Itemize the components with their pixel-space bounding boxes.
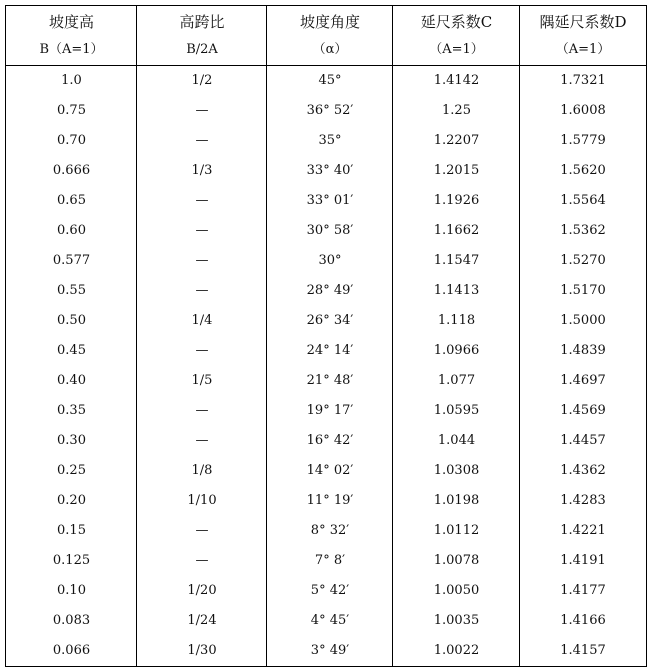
table-row xyxy=(6,486,646,516)
cell-coef-d: 1.4283 xyxy=(560,493,606,508)
slope-coefficient-table xyxy=(5,5,647,667)
cell-slope-angle: 7° 8′ xyxy=(314,553,346,568)
cell-slope-height: 0.70 xyxy=(57,133,86,148)
cell-slope-height: 0.577 xyxy=(52,253,91,268)
cell-slope-angle: 35° xyxy=(318,133,342,148)
cell-height-span-ratio: — xyxy=(195,253,209,268)
cell-coef-d: 1.6008 xyxy=(560,103,606,118)
header-extension-coef-c xyxy=(393,6,520,65)
table-row xyxy=(6,426,646,456)
cell-slope-angle: 16° 42′ xyxy=(306,433,354,448)
cell-slope-angle: 24° 14′ xyxy=(306,343,354,358)
cell-slope-angle: 5° 42′ xyxy=(310,583,350,598)
table-row xyxy=(6,636,646,666)
header-hip-extension-coef-d-sub: （A=1） xyxy=(555,42,611,57)
header-slope-angle-title: 坡度角度 xyxy=(299,13,360,31)
cell-coef-c: 1.118 xyxy=(437,313,476,328)
cell-slope-height: 0.666 xyxy=(52,163,91,178)
cell-coef-d: 1.4221 xyxy=(560,523,606,538)
cell-height-span-ratio: — xyxy=(195,523,209,538)
cell-slope-height: 0.066 xyxy=(52,643,91,658)
cell-coef-c: 1.0112 xyxy=(433,523,480,538)
cell-height-span-ratio: — xyxy=(195,283,209,298)
cell-coef-c: 1.4142 xyxy=(433,73,480,88)
header-slope-angle-sub: （α） xyxy=(312,42,348,57)
header-hip-extension-coef-d-title: 隅延尺系数D xyxy=(539,13,627,31)
cell-coef-c: 1.0050 xyxy=(433,583,480,598)
cell-slope-height: 0.125 xyxy=(52,553,91,568)
cell-slope-height: 0.15 xyxy=(57,523,86,538)
cell-slope-angle: 30° 58′ xyxy=(306,223,354,238)
cell-slope-angle: 33° 40′ xyxy=(306,163,354,178)
cell-slope-angle: 21° 48′ xyxy=(306,373,354,388)
table-row xyxy=(6,96,646,126)
table-row xyxy=(6,126,646,156)
table-row xyxy=(6,456,646,486)
cell-slope-angle: 4° 45′ xyxy=(310,613,350,628)
cell-coef-c: 1.0595 xyxy=(433,403,480,418)
table-row xyxy=(6,576,646,606)
cell-coef-c: 1.0035 xyxy=(433,613,480,628)
cell-coef-d: 1.5000 xyxy=(560,313,606,328)
cell-coef-c: 1.1413 xyxy=(433,283,480,298)
cell-height-span-ratio: — xyxy=(195,193,209,208)
cell-slope-angle: 28° 49′ xyxy=(306,283,354,298)
cell-coef-c: 1.1662 xyxy=(433,223,480,238)
table-row xyxy=(6,186,646,216)
cell-coef-c: 1.25 xyxy=(442,103,471,118)
cell-coef-d: 1.4157 xyxy=(560,643,606,658)
cell-height-span-ratio: — xyxy=(195,343,209,358)
header-slope-height-sub: B（A=1） xyxy=(39,42,104,57)
cell-height-span-ratio: 1/10 xyxy=(187,493,217,508)
cell-coef-c: 1.1926 xyxy=(433,193,480,208)
header-hip-extension-coef-d xyxy=(520,6,646,65)
cell-slope-angle: 19° 17′ xyxy=(306,403,354,418)
table-row xyxy=(6,516,646,546)
cell-coef-d: 1.4457 xyxy=(560,433,606,448)
cell-coef-d: 1.5620 xyxy=(560,163,606,178)
cell-coef-c: 1.044 xyxy=(437,433,476,448)
cell-slope-angle: 33° 01′ xyxy=(306,193,354,208)
cell-coef-c: 1.2015 xyxy=(433,163,480,178)
cell-slope-height: 0.30 xyxy=(57,433,86,448)
cell-coef-d: 1.4191 xyxy=(560,553,606,568)
cell-height-span-ratio: 1/3 xyxy=(191,163,213,178)
cell-height-span-ratio: 1/20 xyxy=(187,583,217,598)
cell-coef-c: 1.077 xyxy=(437,373,476,388)
table-row xyxy=(6,276,646,306)
cell-height-span-ratio: — xyxy=(195,133,209,148)
cell-slope-angle: 26° 34′ xyxy=(306,313,354,328)
header-height-span-ratio-title: 高跨比 xyxy=(179,13,225,31)
cell-slope-height: 0.75 xyxy=(57,103,86,118)
cell-slope-angle: 3° 49′ xyxy=(310,643,350,658)
cell-slope-angle: 8° 32′ xyxy=(310,523,350,538)
table-row xyxy=(6,66,646,96)
table-row xyxy=(6,246,646,276)
cell-slope-height: 0.45 xyxy=(57,343,86,358)
table-row xyxy=(6,306,646,336)
cell-slope-height: 0.083 xyxy=(52,613,91,628)
cell-coef-d: 1.4839 xyxy=(560,343,606,358)
cell-coef-c: 1.0308 xyxy=(433,463,480,478)
cell-coef-c: 1.2207 xyxy=(433,133,480,148)
table-row xyxy=(6,546,646,576)
cell-slope-height: 0.60 xyxy=(57,223,86,238)
cell-slope-height: 0.35 xyxy=(57,403,86,418)
table-header xyxy=(6,6,646,65)
cell-coef-d: 1.4569 xyxy=(560,403,606,418)
cell-slope-height: 0.40 xyxy=(57,373,86,388)
cell-slope-height: 0.10 xyxy=(57,583,86,598)
header-height-span-ratio-sub: B/2A xyxy=(186,42,218,57)
header-slope-height xyxy=(6,6,137,65)
cell-coef-d: 1.4697 xyxy=(560,373,606,388)
cell-slope-angle: 11° 19′ xyxy=(306,493,354,508)
cell-coef-d: 1.5564 xyxy=(560,193,606,208)
table-body xyxy=(6,66,646,666)
cell-slope-height: 0.20 xyxy=(57,493,86,508)
cell-height-span-ratio: — xyxy=(195,553,209,568)
cell-slope-height: 0.50 xyxy=(57,313,86,328)
cell-slope-height: 0.25 xyxy=(57,463,86,478)
cell-slope-angle: 36° 52′ xyxy=(306,103,354,118)
cell-height-span-ratio: — xyxy=(195,403,209,418)
cell-slope-angle: 30° xyxy=(318,253,342,268)
cell-coef-d: 1.5170 xyxy=(560,283,606,298)
header-extension-coef-c-sub: （A=1） xyxy=(429,42,484,57)
table-row xyxy=(6,216,646,246)
cell-height-span-ratio: — xyxy=(195,433,209,448)
cell-height-span-ratio: — xyxy=(195,223,209,238)
cell-height-span-ratio: 1/2 xyxy=(191,73,213,88)
cell-coef-c: 1.0966 xyxy=(433,343,480,358)
cell-height-span-ratio: — xyxy=(195,103,209,118)
cell-coef-d: 1.5270 xyxy=(560,253,606,268)
cell-height-span-ratio: 1/24 xyxy=(187,613,217,628)
cell-slope-height: 0.55 xyxy=(57,283,86,298)
table-row xyxy=(6,606,646,636)
cell-height-span-ratio: 1/4 xyxy=(191,313,213,328)
table-row xyxy=(6,396,646,426)
header-extension-coef-c-title: 延尺系数C xyxy=(420,13,493,31)
cell-height-span-ratio: 1/8 xyxy=(191,463,213,478)
cell-slope-angle: 45° xyxy=(318,73,342,88)
cell-slope-height: 1.0 xyxy=(61,73,82,88)
header-slope-angle xyxy=(267,6,393,65)
cell-height-span-ratio: 1/5 xyxy=(191,373,213,388)
cell-coef-d: 1.5779 xyxy=(560,133,606,148)
cell-coef-d: 1.4177 xyxy=(560,583,606,598)
header-slope-height-title: 坡度高 xyxy=(48,13,94,31)
cell-height-span-ratio: 1/30 xyxy=(187,643,217,658)
cell-coef-d: 1.4362 xyxy=(560,463,606,478)
table-row xyxy=(6,336,646,366)
cell-coef-d: 1.4166 xyxy=(560,613,606,628)
header-height-span-ratio xyxy=(137,6,267,65)
table-row xyxy=(6,156,646,186)
cell-coef-d: 1.7321 xyxy=(560,73,606,88)
cell-coef-c: 1.0078 xyxy=(433,553,480,568)
cell-slope-height: 0.65 xyxy=(57,193,86,208)
table-row xyxy=(6,366,646,396)
cell-coef-c: 1.1547 xyxy=(433,253,480,268)
cell-coef-c: 1.0198 xyxy=(433,493,480,508)
cell-coef-d: 1.5362 xyxy=(560,223,606,238)
cell-slope-angle: 14° 02′ xyxy=(306,463,354,478)
cell-coef-c: 1.0022 xyxy=(433,643,480,658)
